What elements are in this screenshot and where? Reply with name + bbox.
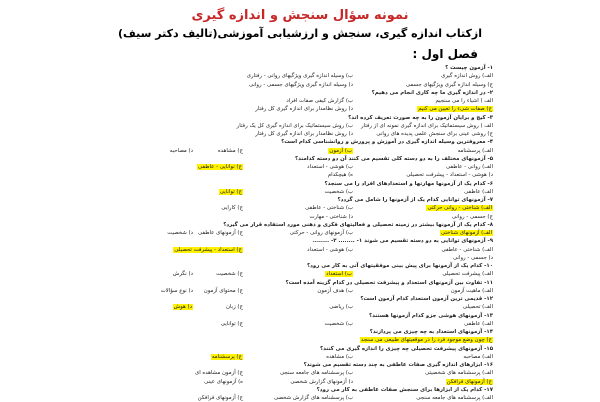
option-line [158, 122, 493, 130]
line-text: ج) مشاهده [217, 147, 243, 154]
question-line [158, 237, 493, 245]
highlighted-answer: الف) آزمونهای شناختی [440, 230, 492, 236]
line-text: ۴- معروفترین وسیله اندازه گیری در آموزش و پرورش و روانشناسی کدام است؟ [281, 139, 493, 146]
highlighted-answer: د) هوش [173, 304, 192, 311]
line-text: ب) شناختی - عاطفی [305, 205, 353, 212]
question-line [158, 386, 493, 394]
line-text: ج) توانایی [220, 320, 243, 327]
line-text: الف ) اشیاء را می سنجیم [435, 98, 493, 104]
line-text: الف) پرسشنامه [457, 147, 493, 154]
line-text: الف) پرسشنامه های شخصیتی [425, 370, 493, 377]
line-text: ۹- آزمونهای توانایی به دو دسته تقسیم می شوند ۱- ........ ۲- ........ [312, 238, 493, 245]
line-text: ۶- کدام یک از آزمونها مهارتها و استعدادهای افراد را می سنجد؟ [324, 180, 493, 187]
option-line [158, 303, 493, 311]
line-text: د) روش نظامدار برای اندازه گیری کل رفتار [255, 131, 353, 137]
option-line [158, 270, 493, 278]
line-text: د) جسمی - روانی [452, 254, 493, 261]
option-line [158, 130, 493, 138]
line-text: ج) وسیله اندازه گیری ویژگیهای جسمی [405, 81, 493, 88]
option-line [158, 171, 493, 179]
option-line [158, 378, 493, 386]
line-text: ج) زبان [225, 304, 243, 311]
option-line [158, 320, 493, 328]
option-line [158, 394, 493, 402]
line-text: ب) هوشی - استعداد [307, 164, 353, 170]
line-text: ج) آزمون مشاهده ای [194, 370, 243, 377]
option-line [158, 246, 493, 254]
line-text: ب) مشاهده [326, 353, 353, 360]
question-line [158, 312, 493, 320]
question-line [158, 262, 493, 270]
highlighted-answer: ج) صفات شیء را تعیین می کنیم [418, 106, 492, 113]
option-line [158, 81, 493, 89]
line-text: ۱۶- ابزارهای اندازه گیری صفات عاطفی به چند دسته تقسیم می شوند؟ [303, 362, 493, 368]
line-text: الف) روش اندازه گیری [441, 73, 493, 80]
line-text: د) شناختی - مهارت [309, 213, 353, 220]
line-text: ب) ریاضی [329, 304, 353, 311]
line-text: د) نوع سؤالات [160, 287, 193, 294]
option-line [158, 147, 493, 155]
line-text: ۱- آزمون چیست ؟ [445, 65, 493, 71]
line-text: ۷- آزمونهای توانایی کدام یک از آزمونها را شامل می گردد؟ [337, 197, 493, 203]
line-text: ۱۲- قدیمی ترین آزمون استعداد کدام آزمون است؟ [360, 296, 493, 302]
document-subtitle: ازکتاب اندازه گیری، سنجش و ارزشیابی آموزشی(تالیف دکتر سیف) [118, 27, 482, 40]
line-text: ب) پرسشنامه های جامعه سنجی [279, 370, 353, 377]
line-text: د) هوشی - استعداد - پیشرفت تحصیلی [406, 172, 493, 179]
question-line [158, 89, 493, 97]
line-text: ۱۳- آزمونهای هوشی جزو کدام آزمونها هستند؟ [369, 312, 493, 319]
line-text: ج) آزمونهای فرافکن [197, 395, 243, 401]
line-text: ۱۵- آزمونهای پیشرفت تحصیلی چه چیزی را اندازه گیری می کنند؟ [320, 345, 493, 352]
line-text: ب) هوشی - استعداد [307, 246, 353, 253]
question-line [158, 221, 493, 229]
document-title: نمونه سؤال سنجش و اندازه گیری [191, 8, 409, 23]
line-text: الف) روانی - عاطفی [446, 164, 493, 170]
highlighted-answer: ب) آزمون [329, 147, 352, 154]
question-line [158, 138, 493, 146]
line-text: الف) مصاحبه [463, 353, 493, 360]
option-line [158, 105, 493, 113]
question-list [158, 64, 493, 401]
line-text: الف) شناختی - عاطفی [441, 246, 493, 253]
highlighted-answer: ج) آزمونهای فرافکن [446, 378, 492, 385]
line-text: ب) وسیله اندازه گیری ویژگیهای روانی - رفتاری [246, 73, 353, 80]
line-text: د) نگرش [172, 271, 193, 278]
line-text: الف) پیشرفت تحصیلی [442, 271, 493, 278]
line-text: ب) روش سیستماتیک برای اندازه گیری کل یک رفتار [236, 122, 353, 129]
line-text: ۵- آزمونهای مختلف را به دو دسته کلی تقسیم می کنند آن دو دسته کدامند؟ [295, 155, 493, 162]
line-text: ب) شخصیت [324, 320, 353, 327]
line-text: ب) گزارش کیفی صفات افراد [286, 98, 353, 104]
line-text: ب) شخصیت [324, 188, 353, 195]
line-text: ب) هدف آزمون [317, 287, 353, 294]
line-text: ج) کارایی [221, 205, 243, 212]
line-text: د) شخصیت [167, 230, 193, 236]
question-line [158, 64, 493, 72]
line-text: ه) هیچکدام [327, 172, 353, 179]
question-line [158, 328, 493, 336]
highlighted-answer: ج) استعداد - پیشرفت تحصیلی [174, 246, 242, 253]
highlighted-answer: ج) توانایی - عاطفی [198, 164, 242, 170]
line-text: ج) روشی عینی برای سنجش علمی پدیده های روانی [376, 131, 493, 137]
line-text: ج) جسمی - روانی [451, 213, 493, 220]
line-text: ب) آزمونهای روانی - حرکتی [289, 230, 353, 236]
option-line [158, 254, 493, 262]
option-line [158, 204, 493, 212]
question-line [158, 345, 493, 353]
option-line [158, 229, 493, 237]
line-text: ۸- کدام یک از آزمونها بیشتر در زمینه تحصیلی و فعالیتهای فکری و ذهنی مورد استفاده قرار می گیرد؟ [223, 221, 493, 228]
line-text: الف) عاطفی [464, 188, 493, 195]
highlighted-answer: ب) استعداد [326, 271, 352, 278]
option-line [158, 336, 493, 344]
line-text: ۱۱- تفاوت بین آزمونهای استعداد و پیشرفت تحصیلی در کدام گزینه آمده است؟ [285, 279, 493, 286]
option-line [158, 369, 493, 377]
line-text: د) آزمونهای گزارش شخصی [290, 378, 353, 385]
highlighted-answer: الف) شناختی - روانی حرکتی [427, 205, 492, 212]
line-text: ۱۷- کدام یک از ابزارها برای سنجش صفات عاطفی به کار می رود؟ [316, 386, 493, 393]
option-line [158, 72, 493, 80]
option-line [158, 97, 493, 105]
option-line [158, 163, 493, 171]
line-text: ۱۰- کدام یک از آزمونها برای پیش بینی موفقیتهای آتی به کار می رود؟ [306, 263, 493, 269]
question-line [158, 180, 493, 188]
question-line [158, 361, 493, 369]
line-text: الف ) روش سیستماتیک برای اندازه گیری نمونه ای از رفتار [360, 122, 493, 129]
line-text: ج) محتوای آزمون [203, 287, 243, 294]
question-line [158, 196, 493, 204]
option-line [158, 287, 493, 295]
option-line [158, 353, 493, 361]
line-text: الف) تحصیلی [462, 304, 493, 311]
option-line [158, 188, 493, 196]
line-text: ۱۴- آزمونهای استعداد به چه چیزی می پردازند؟ [369, 329, 493, 335]
question-line [158, 155, 493, 163]
line-text: ج) شخصیت [216, 271, 243, 278]
question-line [158, 279, 493, 287]
section-heading: فصل اول : [412, 47, 478, 61]
line-text: د) روش نظامدار برای اندازه گیری کل رفتار [255, 106, 353, 113]
highlighted-answer: ج) چون وضع موجود فرد را در موقعیتهای طبیعی می سنجد [360, 337, 492, 344]
highlighted-answer: ج) توانایی [219, 188, 242, 195]
line-text: الف) پرسشنامه های جامعه سنجی [416, 395, 493, 401]
question-line [158, 295, 493, 303]
line-text: ۳- کیج و برایان آزمون را به چه صورت تعریف کرده اند؟ [348, 114, 493, 121]
line-text: د) مصاحبه [169, 147, 193, 154]
line-text: ه) آزمونهای عینی [204, 378, 243, 385]
line-text: د) وسیله اندازه گیری ویژگیهای جسمی - روانی [248, 81, 353, 88]
line-text: ۲- در اندازه گیری ما چه کاری انجام می دهیم؟ [371, 89, 493, 96]
highlighted-answer: ج) پرسشنامه [211, 353, 242, 360]
line-text: الف) ماهیت آزمون [450, 287, 493, 294]
option-line [158, 213, 493, 221]
question-line [158, 114, 493, 122]
line-text: ج) آزمونهای عاطفی [198, 230, 243, 236]
line-text: الف) عاطفی [464, 320, 493, 327]
line-text: ب) پرسشنامه های گزارش شخصی [274, 395, 353, 401]
